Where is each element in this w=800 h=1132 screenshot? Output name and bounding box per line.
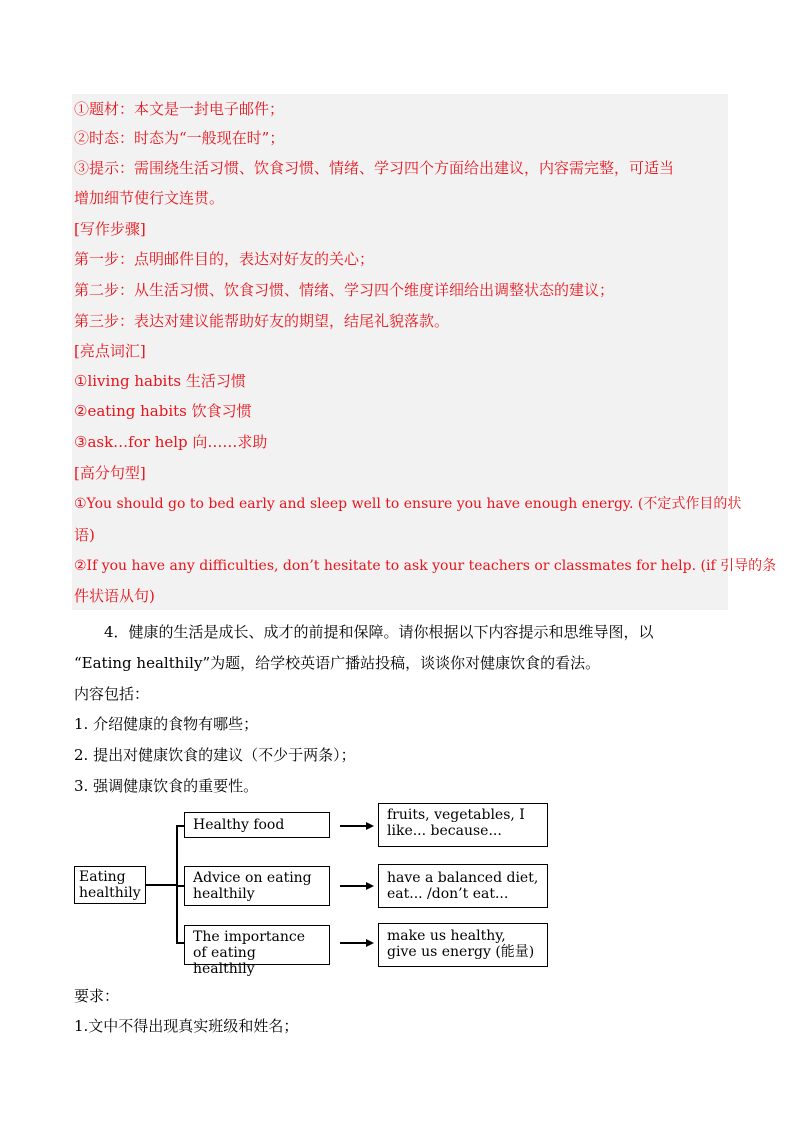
arrow-icon [340, 825, 366, 827]
connector-line [176, 825, 178, 943]
arrow-icon [366, 882, 374, 890]
text-line: ①living habits 生活习惯 [74, 372, 246, 390]
content-item: 2. 提出对健康饮食的建议（不少于两条）； [74, 746, 356, 764]
arrow-icon [340, 942, 366, 944]
detail-advice: have a balanced diet, eat... /don’t eat... [378, 864, 548, 908]
text-line: ③ask…for help 向……求助 [74, 433, 268, 451]
mindmap-root: Eating healthily [74, 866, 146, 904]
text-line: ①You should go to bed early and sleep well to ensure you have enough energy. (不定式作目的状 [74, 496, 742, 512]
content-item: 3. 强调健康饮食的重要性。 [74, 777, 259, 795]
arrow-icon [366, 939, 374, 947]
text-line: ②If you have any difficulties, don’t hesitate to ask your teachers or classmates for help. (if 引导的条 [74, 558, 777, 574]
branch-advice: Advice on eating healthily [184, 866, 330, 906]
question-intro-line: 4．健康的生活是成长、成才的前提和保障。请你根据以下内容提示和思维导图，以 [74, 623, 654, 641]
text-line: ①题材：本文是一封电子邮件； [74, 100, 285, 118]
branch-importance: The importance of eating healthily [184, 925, 330, 965]
detail-importance: make us healthy, give us energy (能量) [378, 923, 548, 967]
content-item: 1. 介绍健康的食物有哪些； [74, 715, 259, 733]
text-line: 第一步：点明邮件目的，表达对好友的关心； [74, 250, 375, 268]
connector-line [146, 884, 176, 886]
text-line: 件状语从句) [74, 587, 155, 605]
connector-line [176, 885, 184, 887]
text-line: ②eating habits 饮食习惯 [74, 402, 252, 420]
text-line: ②时态：时态为“一般现在时”； [74, 129, 285, 147]
text-line: [高分句型] [74, 464, 146, 482]
text-line: 增加细节使行文连贯。 [74, 189, 225, 207]
requirements-title: 要求： [74, 987, 120, 1005]
text-line: [亮点词汇] [74, 342, 146, 360]
text-line: 第二步：从生活习惯、饮食习惯、情绪、学习四个维度详细给出调整状态的建议； [74, 281, 615, 299]
text-line: 第三步：表达对建议能帮助好友的期望，结尾礼貌落款。 [74, 312, 450, 330]
arrow-icon [366, 822, 374, 830]
question-intro-line: “Eating healthily”为题，给学校英语广播站投稿，谈谈你对健康饮食的看法。 [74, 654, 601, 672]
detail-healthy-food: fruits, vegetables, I like... because... [378, 803, 548, 847]
connector-line [176, 942, 184, 944]
text-line: ③提示：需围绕生活习惯、饮食习惯、情绪、学习四个方面给出建议，内容需完整，可适当 [74, 159, 675, 177]
text-line: [写作步骤] [74, 220, 146, 238]
branch-healthy-food: Healthy food [184, 812, 330, 838]
text-line: 语) [74, 526, 95, 544]
connector-line [176, 825, 184, 827]
requirements-item: 1.文中不得出现真实班级和姓名； [74, 1017, 299, 1035]
arrow-icon [340, 885, 366, 887]
content-heading: 内容包括： [74, 685, 150, 703]
